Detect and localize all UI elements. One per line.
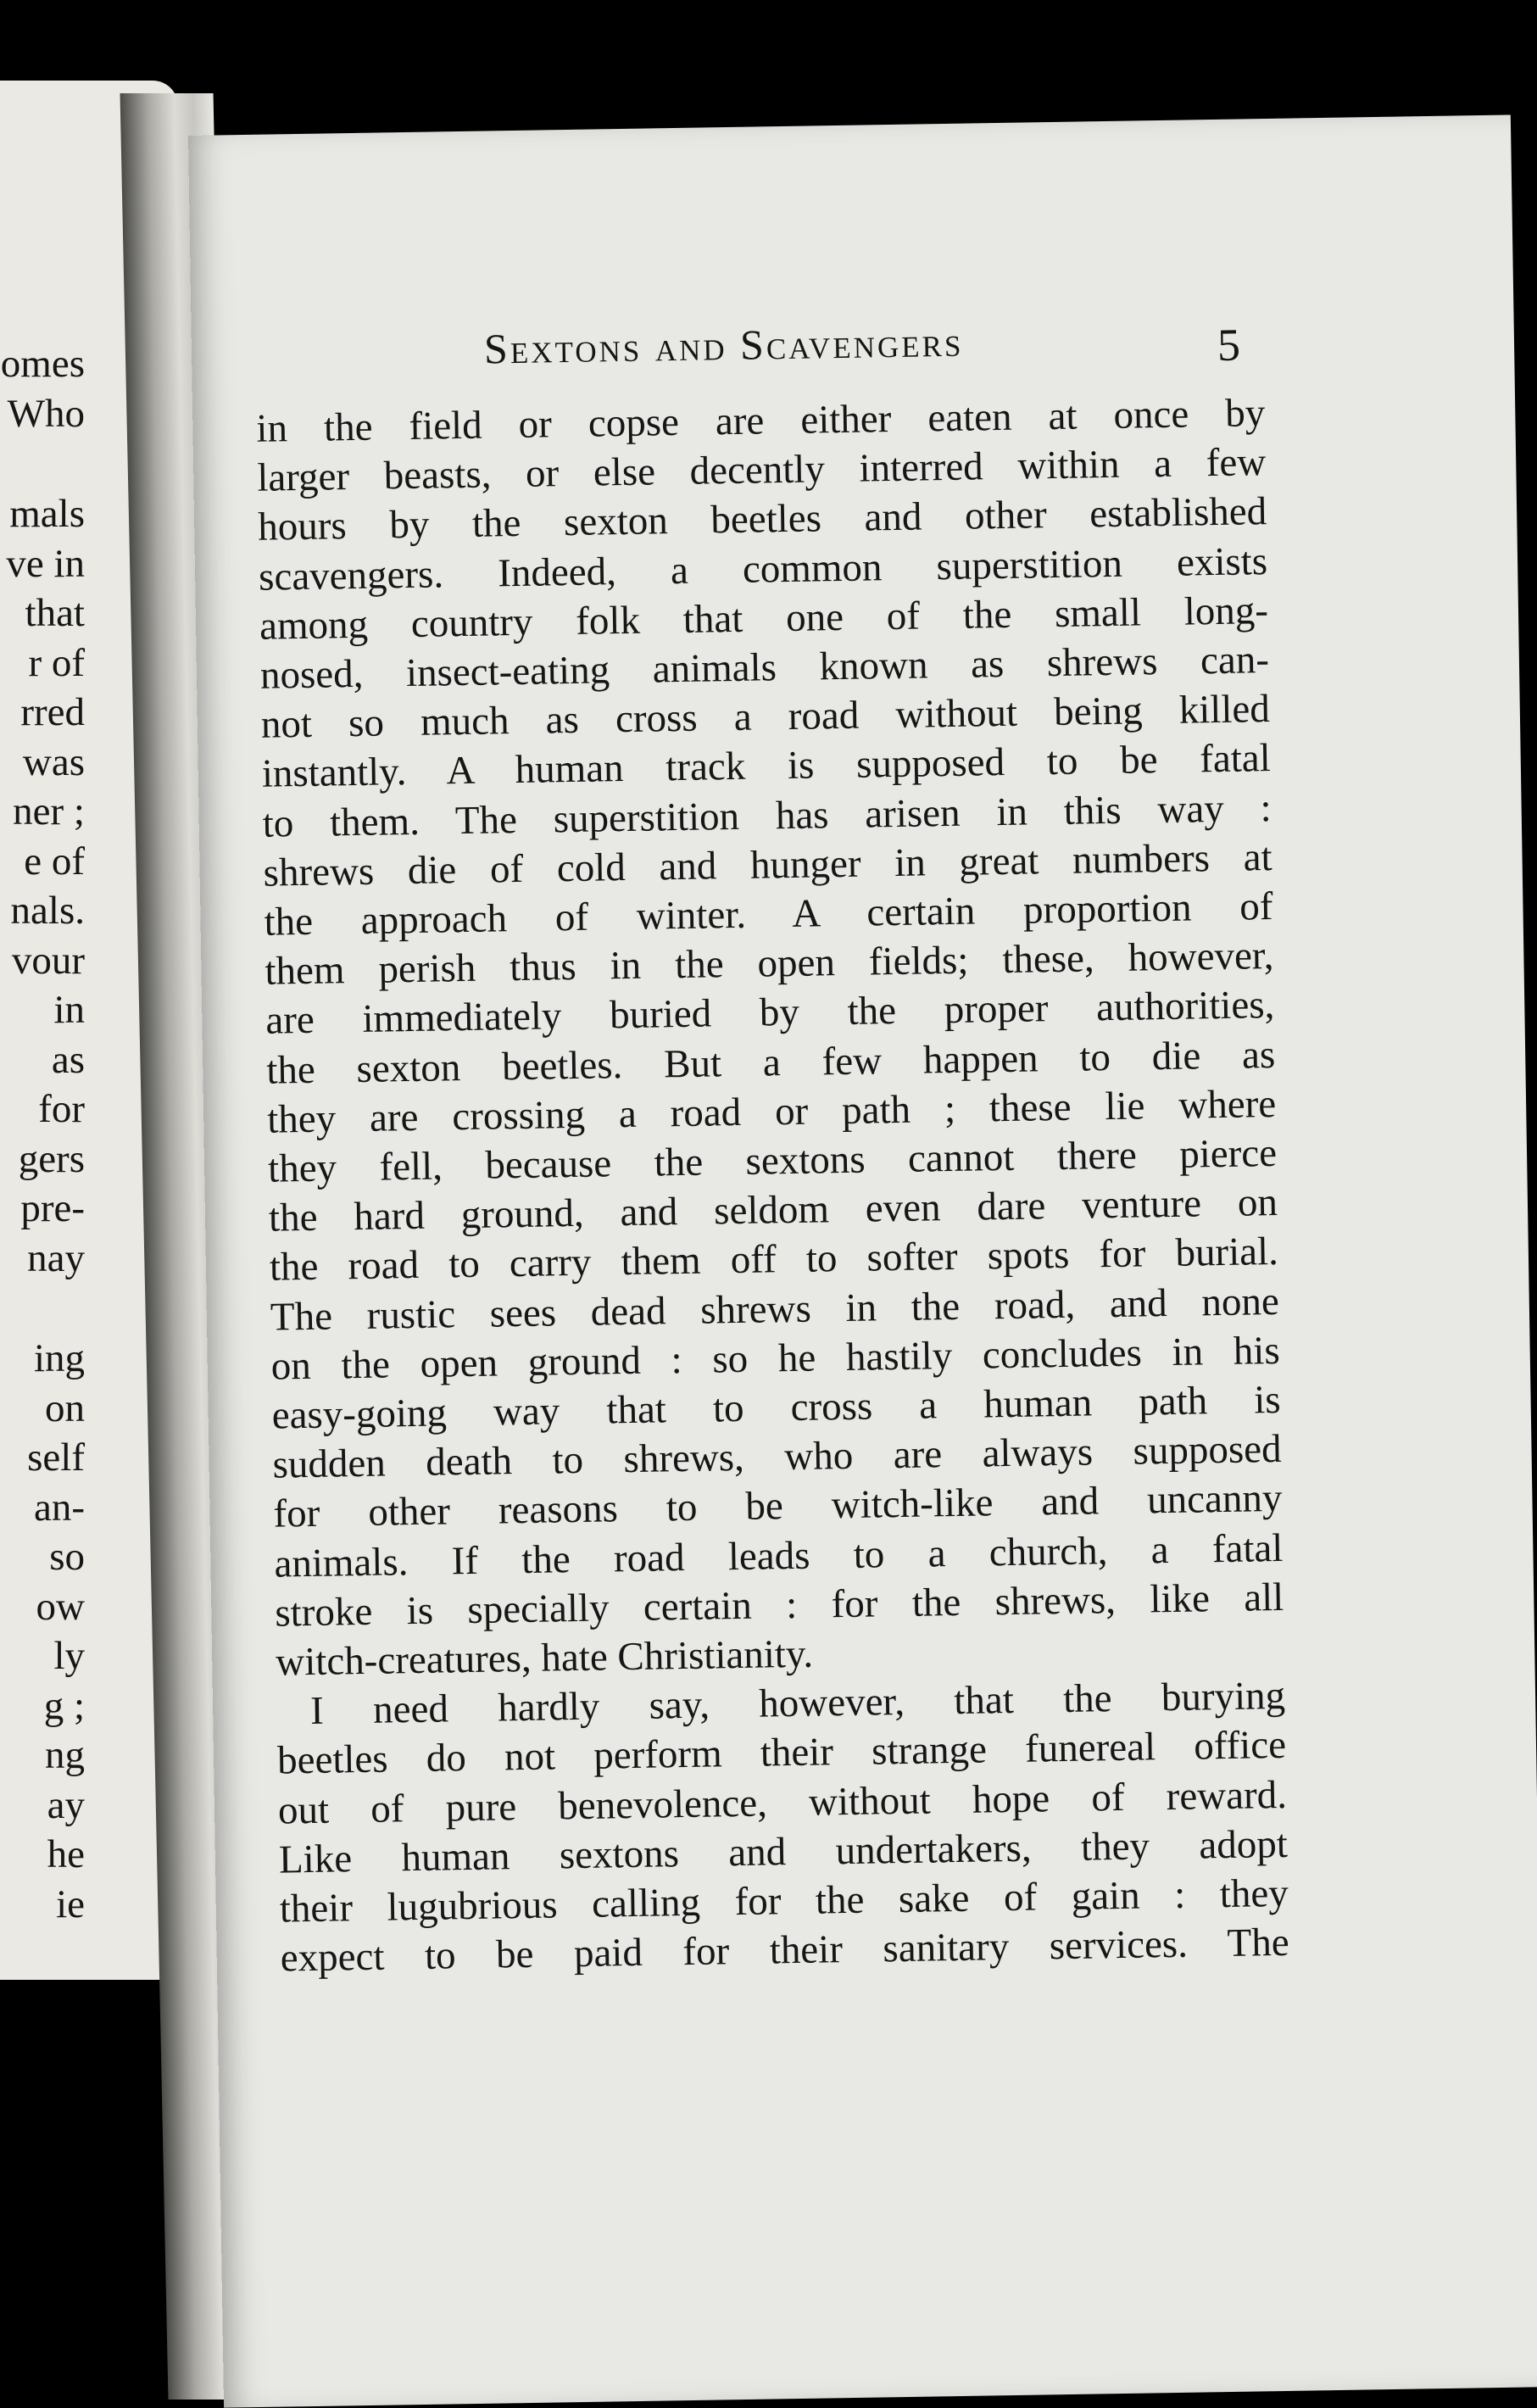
text-line: beetles do not perform their strange funereal office <box>276 1723 1287 1784</box>
text-line: scavengers. Indeed, a common superstition exists <box>258 538 1268 599</box>
line-gap <box>1 1283 85 1334</box>
previous-page-line: ing <box>33 1336 85 1380</box>
previous-page-line: ay <box>47 1782 85 1827</box>
previous-page-line: that <box>25 591 85 635</box>
text-line: the sexton beetles. But a few happen to die as <box>265 1032 1276 1093</box>
text-line: to them. The superstition has arisen in this way : <box>262 785 1272 846</box>
text-line: sudden death to shrews, who are always supposed <box>272 1427 1282 1487</box>
text-line: shrews die of cold and hunger in great numbers at <box>263 834 1272 895</box>
previous-page-line: ly <box>53 1634 85 1678</box>
text-line: Like human sextons and undertakers, they adopt <box>278 1821 1289 1882</box>
book-page <box>188 114 1537 2407</box>
previous-page-line: omes <box>0 342 85 386</box>
text-line: their lugubrious calling for the sake of gain : they <box>279 1870 1289 1931</box>
text-line: the hard ground, and seldom even dare venture on <box>268 1180 1278 1240</box>
text-line: they are crossing a road or path ; these lie where <box>266 1081 1277 1142</box>
previous-page-line: as <box>51 1037 85 1082</box>
previous-page-line: mals <box>9 492 85 536</box>
paragraph <box>276 1671 1289 1983</box>
text-line: I need hardly say, however, that the burying <box>309 1674 1286 1734</box>
text-line: not so much as cross a road without being killed <box>260 687 1271 747</box>
paragraph <box>256 388 1285 1687</box>
previous-page-line: ner ; <box>13 789 85 833</box>
running-head: Sextons and Scavengers <box>483 317 964 373</box>
previous-page-line: in <box>53 988 85 1032</box>
text-line: out of pure benevolence, without hope of reward. <box>277 1772 1288 1833</box>
previous-page-line: ng <box>45 1733 85 1777</box>
text-line: them perish thus in the open fields; these, however, <box>265 934 1274 994</box>
text-line: stroke is specially certain : for the shrews, like all <box>274 1575 1284 1636</box>
text-line: instantly. A human track is supposed to be fatal <box>261 736 1272 797</box>
previous-page-line: g ; <box>43 1683 85 1728</box>
body-text <box>256 388 1289 1983</box>
text-line: the approach of winter. A certain proportion of <box>264 884 1273 945</box>
text-line: hours by the sexton beetles and other established <box>257 489 1267 550</box>
previous-page-line: self <box>27 1435 85 1480</box>
text-line: on the open ground : so he hastily concludes in his <box>270 1328 1281 1389</box>
previous-page-line: e of <box>24 839 85 883</box>
text-line: nosed, insect-eating animals known as shrews can- <box>259 638 1270 698</box>
previous-page-line: ie <box>56 1881 85 1926</box>
previous-page-line: he <box>47 1832 85 1876</box>
previous-page-line: nay <box>27 1235 85 1280</box>
text-line: they fell, because the sextons cannot there pierce <box>267 1131 1278 1191</box>
page-number: 5 <box>1217 319 1241 371</box>
line-gap <box>1 438 85 489</box>
previous-page-line: rred <box>20 690 85 734</box>
previous-page-line: r of <box>28 640 85 685</box>
previous-page-line: on <box>45 1385 85 1430</box>
previous-page-line: an- <box>33 1485 85 1530</box>
previous-page-line: nals. <box>10 889 85 933</box>
previous-page-line: was <box>22 739 85 784</box>
previous-page-line: so <box>49 1535 85 1579</box>
previous-page-text <box>1 339 85 1929</box>
text-line: animals. If the road leads to a church, a fatal <box>274 1525 1284 1586</box>
text-line: easy-going way that to cross a human path is <box>271 1378 1281 1438</box>
text-line: The rustic sees dead shrews in the road, and none <box>270 1279 1280 1340</box>
text-line: for other reasons to be witch-like and uncanny <box>273 1476 1283 1537</box>
text-line: are immediately buried by the proper authorities, <box>265 983 1275 1044</box>
previous-page-line: pre- <box>20 1186 85 1230</box>
previous-page-line: for <box>38 1087 85 1131</box>
previous-page-line: ow <box>36 1584 85 1629</box>
previous-page-line: ve in <box>6 541 85 586</box>
text-line: larger beasts, or else decently interred within a few <box>256 440 1267 500</box>
text-line: the road to carry them off to softer spots for burial. <box>269 1229 1279 1290</box>
previous-page-line: vour <box>11 938 85 983</box>
text-line: witch-creatures, hate Christianity. <box>275 1631 814 1685</box>
text-line: expect to be paid for their sanitary services. The <box>280 1920 1290 1981</box>
text-line: in the field or copse are either eaten at once by <box>256 391 1266 451</box>
previous-page-line: Who <box>7 391 85 436</box>
text-line: among country folk that one of the small long- <box>259 588 1269 649</box>
previous-page-line: gers <box>18 1136 85 1181</box>
